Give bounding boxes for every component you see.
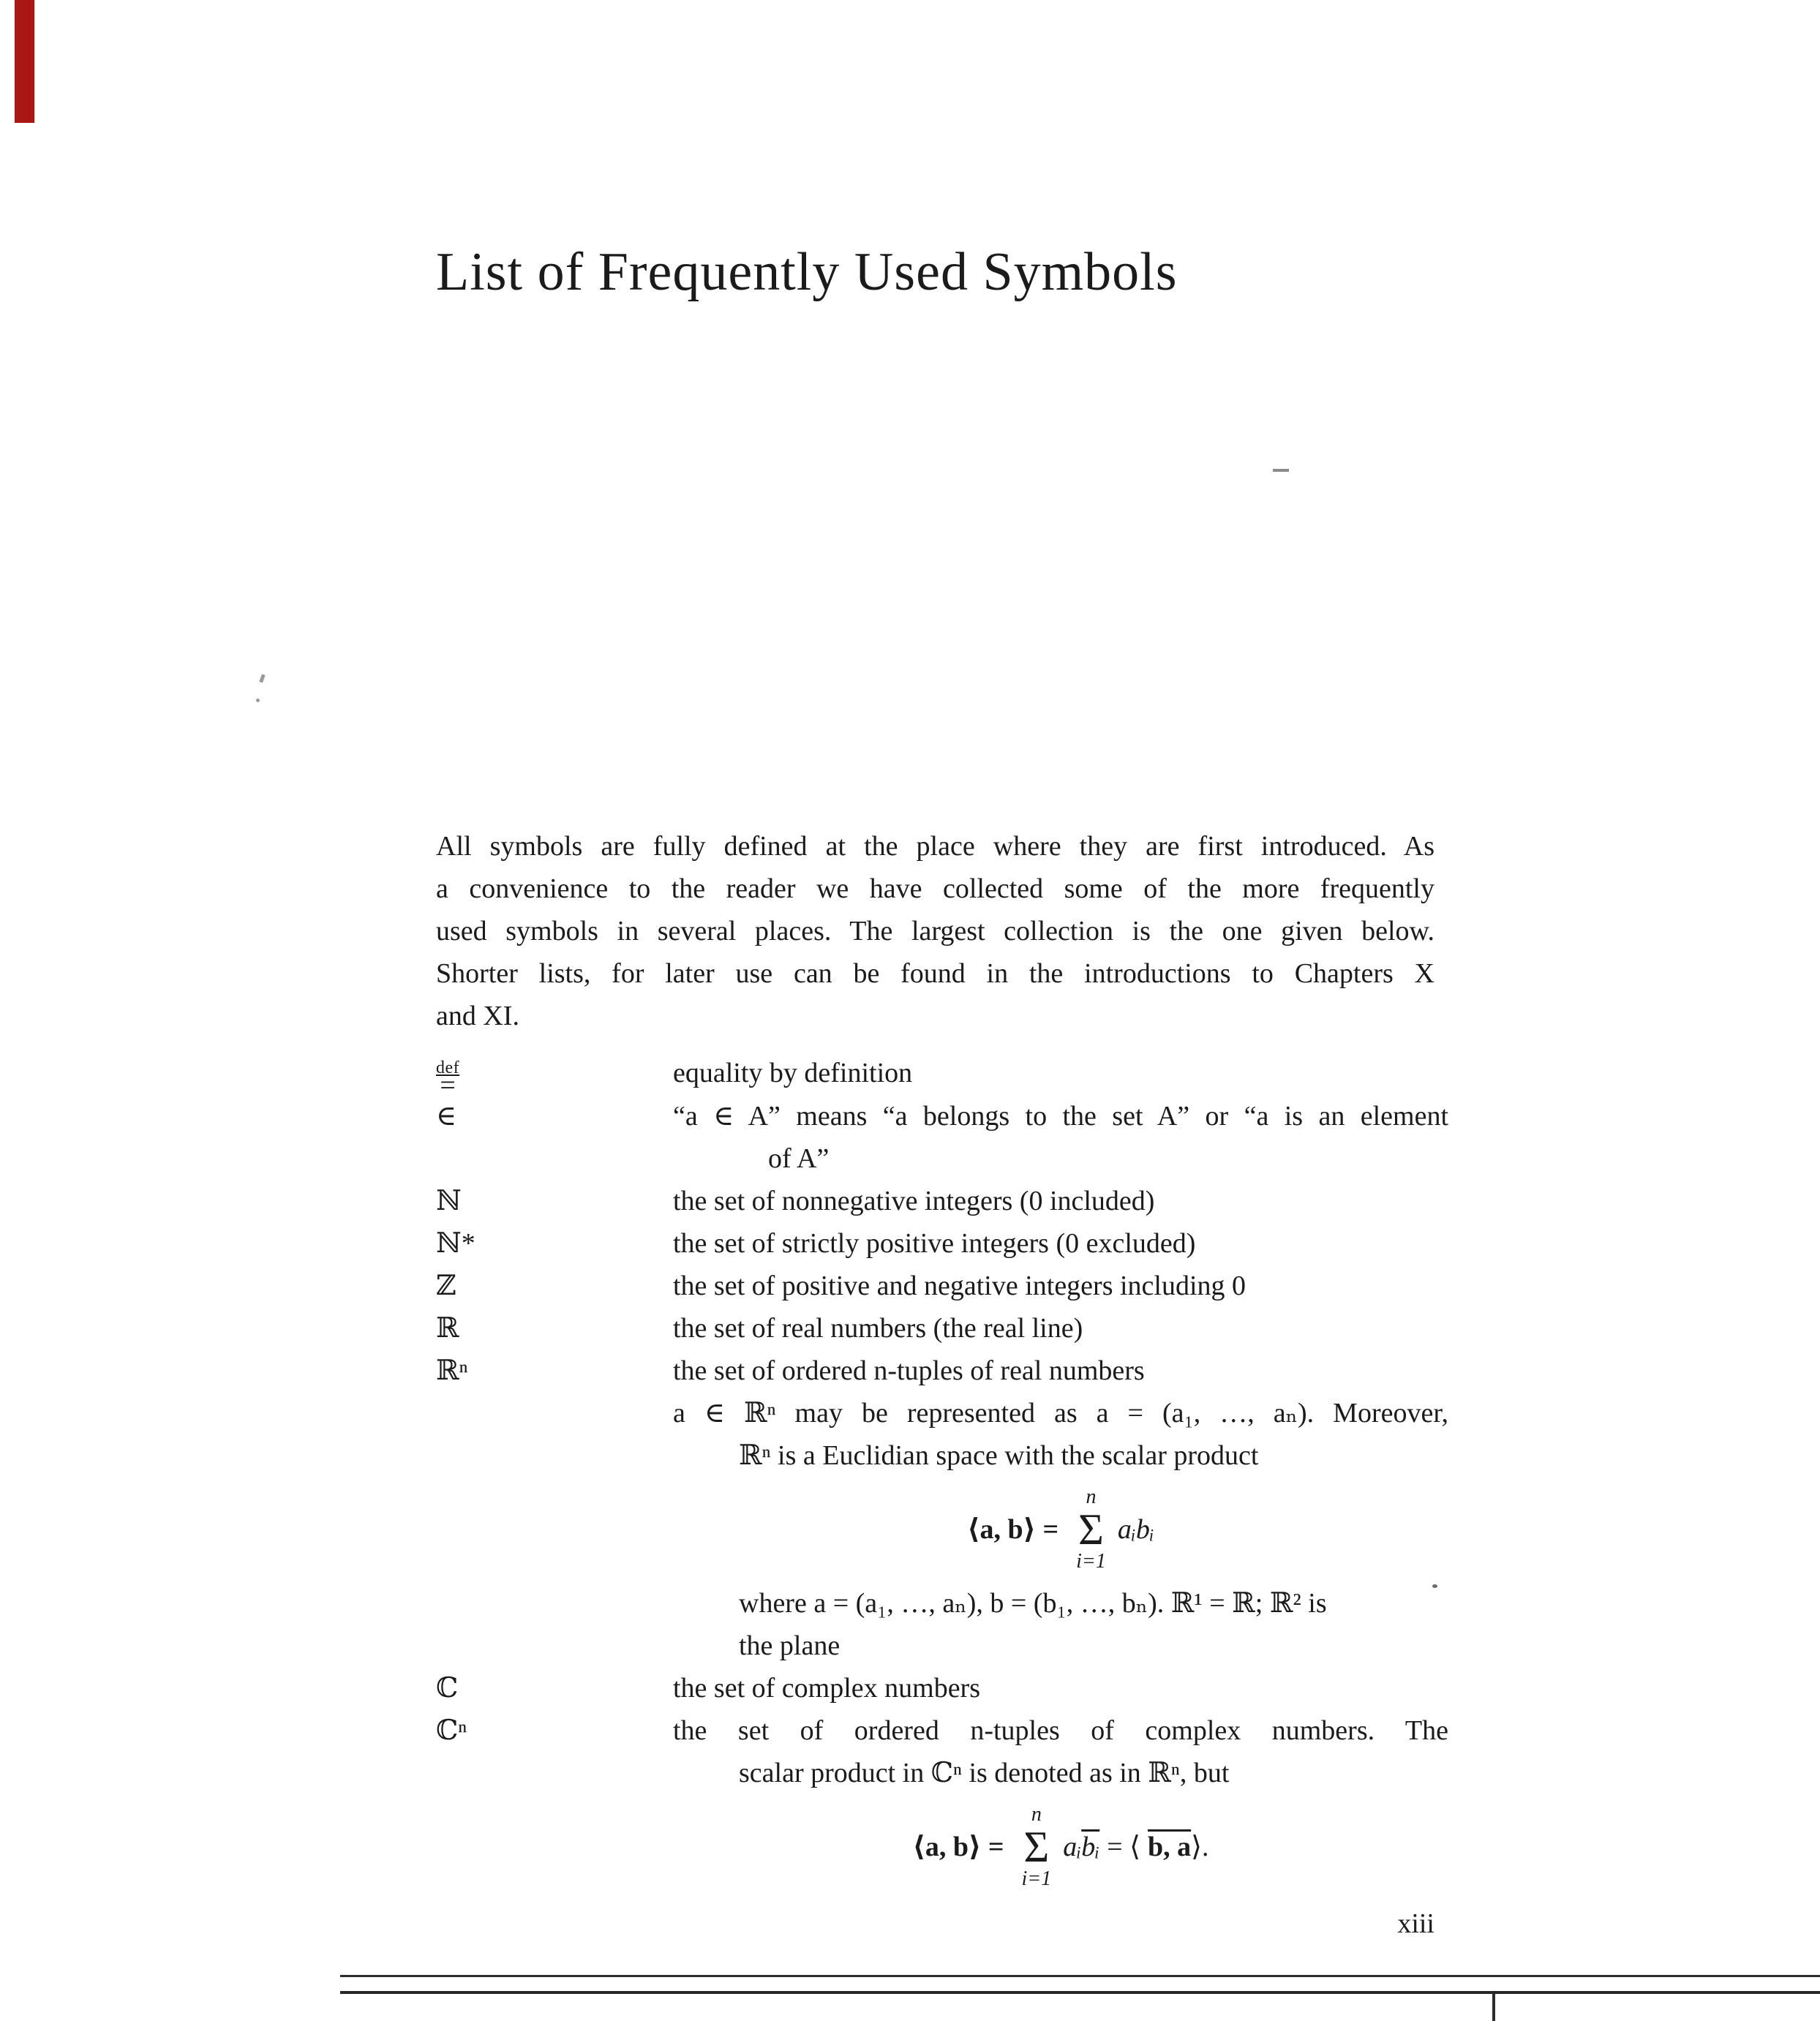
symbol-definition bbox=[673, 1709, 1448, 1900]
scan-artifact-bottom-line bbox=[340, 1975, 1820, 1977]
symbol-definition: the set of complex numbers bbox=[673, 1673, 981, 1704]
symbol-def-equals bbox=[436, 1052, 673, 1102]
symbol-row-element-of bbox=[436, 1095, 1460, 1180]
sigma-icon: Σ bbox=[1023, 1823, 1050, 1872]
intro-line: used symbols in several places. The largest collection is the one given below. bbox=[436, 916, 1434, 946]
equals-sign: = bbox=[440, 1070, 456, 1102]
symbol-definition bbox=[673, 1350, 1448, 1667]
sigma-icon: Σ bbox=[1078, 1505, 1104, 1554]
formula-equals: = ⟨ bbox=[1107, 1832, 1141, 1863]
scan-artifact-red-strip bbox=[15, 0, 34, 123]
sum-upper-limit: n bbox=[1086, 1486, 1097, 1509]
symbol-element-of: ∈ bbox=[436, 1101, 457, 1132]
scan-speck bbox=[259, 674, 265, 682]
symbol-row-complex-n bbox=[436, 1709, 1460, 1900]
definition-line: ℝⁿ is a Euclidian space with the scalar product bbox=[739, 1440, 1259, 1472]
symbol-definition: the set of real numbers (the real line) bbox=[673, 1313, 1083, 1344]
symbol-row-reals bbox=[436, 1307, 1460, 1350]
intro-line: All symbols are fully defined at the place where they are first introduced. As bbox=[436, 831, 1434, 862]
definition-line: where a = (a₁, …, aₙ), b = (b₁, …, bₙ). ℝ¹ = ℝ; ℝ² is bbox=[739, 1588, 1327, 1619]
symbol-complex: ℂ bbox=[436, 1673, 459, 1704]
symbol-row-naturals bbox=[436, 1180, 1460, 1222]
scan-speck-dash bbox=[1273, 469, 1289, 472]
symbol-row-naturals-star bbox=[436, 1222, 1460, 1265]
symbol-definition: the set of positive and negative integers including 0 bbox=[673, 1271, 1246, 1302]
scan-speck bbox=[256, 699, 260, 702]
intro-line: a convenience to the reader we have collected some of the more frequently bbox=[436, 873, 1434, 904]
page-title: List of Frequently Used Symbols bbox=[436, 242, 1178, 302]
summation-symbol bbox=[1076, 1487, 1106, 1572]
symbol-complex-n: ℂⁿ bbox=[436, 1715, 467, 1747]
scalar-product-formula-real bbox=[673, 1487, 1448, 1572]
summation-symbol bbox=[1022, 1804, 1052, 1889]
scan-artifact-tick bbox=[1492, 1994, 1495, 2021]
definition-line: a ∈ ℝⁿ may be represented as a = (a₁, …, aₙ). Moreover, bbox=[673, 1398, 1448, 1429]
sum-lower-limit: i=1 bbox=[1021, 1867, 1052, 1891]
intro-line: and XI. bbox=[436, 1001, 519, 1031]
symbol-reals-n: ℝⁿ bbox=[436, 1355, 468, 1387]
formula-lhs: ⟨a, b⟩ = bbox=[912, 1832, 1004, 1863]
symbol-integers: ℤ bbox=[436, 1271, 456, 1302]
symbol-row-reals-n bbox=[436, 1350, 1460, 1667]
definition-line: the set of ordered n-tuples of real numbers bbox=[673, 1355, 1145, 1387]
page-number: xiii bbox=[1397, 1908, 1434, 1939]
symbol-row-complex bbox=[436, 1667, 1460, 1709]
symbol-definition: the set of strictly positive integers (0 excluded) bbox=[673, 1228, 1196, 1260]
symbol-definition: equality by definition bbox=[673, 1058, 913, 1088]
formula-close: ⟩. bbox=[1191, 1832, 1209, 1863]
definition-line: the set of ordered n-tuples of complex numbers. The bbox=[673, 1715, 1448, 1747]
formula-rhs bbox=[1063, 1826, 1208, 1868]
definition-line: the plane bbox=[739, 1630, 841, 1662]
symbol-reals: ℝ bbox=[436, 1313, 459, 1344]
symbol-row-integers bbox=[436, 1265, 1460, 1307]
sum-upper-limit: n bbox=[1031, 1803, 1042, 1826]
formula-term-b-conjugate: $\overline{bᵢ}$ bbox=[1081, 1832, 1100, 1863]
def-label: def bbox=[436, 1058, 460, 1078]
scalar-product-formula-complex bbox=[673, 1804, 1448, 1889]
formula-rhs: aᵢbᵢ bbox=[1117, 1514, 1154, 1546]
intro-line: Shorter lists, for later use can be found in the introductions to Chapters X bbox=[436, 958, 1434, 989]
formula-lhs: ⟨a, b⟩ = bbox=[967, 1514, 1059, 1546]
sum-lower-limit: i=1 bbox=[1076, 1550, 1106, 1573]
formula-term-a: aᵢ bbox=[1063, 1832, 1082, 1863]
scan-artifact-bottom-line bbox=[340, 1991, 1820, 1994]
symbol-naturals: ℕ bbox=[436, 1186, 462, 1217]
definition-line: “a ∈ A” means “a belongs to the set A” or “a is an element bbox=[673, 1101, 1448, 1132]
def-equals-glyph bbox=[436, 1055, 460, 1102]
symbol-list bbox=[436, 1052, 1460, 1900]
definition-line: of A” bbox=[768, 1143, 830, 1175]
symbol-row-def-equals bbox=[436, 1052, 1460, 1102]
symbol-definition bbox=[673, 1095, 1448, 1180]
definition-line: scalar product in ℂⁿ is denoted as in ℝⁿ, but bbox=[739, 1758, 1230, 1789]
intro-paragraph bbox=[436, 825, 1434, 1037]
formula-conjugate-pair: b, a bbox=[1148, 1832, 1192, 1863]
symbol-naturals-star: ℕ* bbox=[436, 1228, 475, 1260]
symbol-definition: the set of nonnegative integers (0 included) bbox=[673, 1186, 1155, 1217]
